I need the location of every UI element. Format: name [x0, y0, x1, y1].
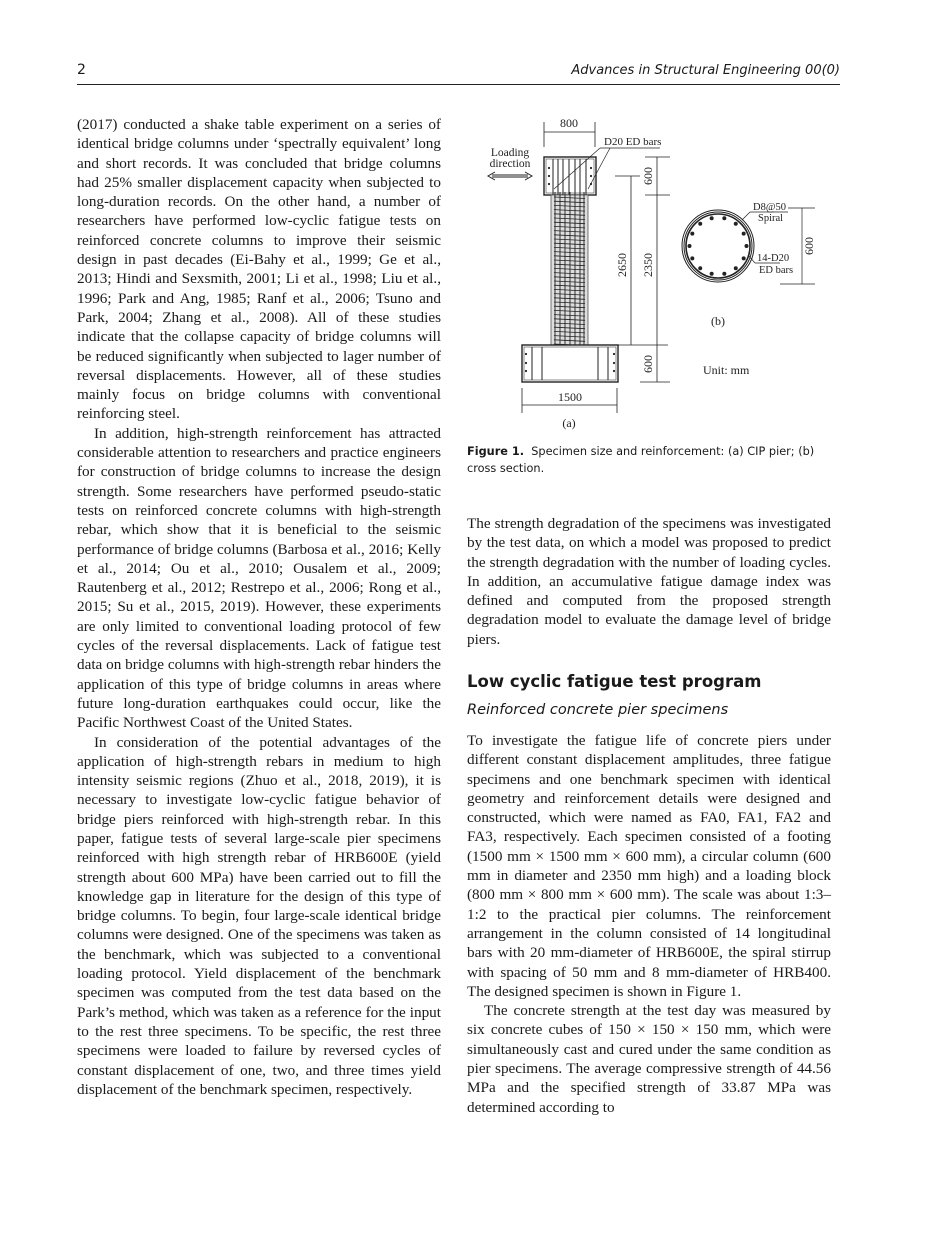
paragraph: To investigate the fatigue life of concrete piers under different constant displacement amplitudes, three fatigue specimens and one benchmark specimen with identical geometry and reinforcement details were designed and constructed, which were named as FA0, FA1, FA2 and FA3, respectively. Each specimen consisted of a footing (1500 mm × 1500 mm × 600 mm), a circular column (600 mm in diameter and 2350 mm high) and a loading block (800 mm × 800 mm × 600 mm). The scale was about 1:3–1:2 to the practical pier columns. The reinforcement arrangement in the column consisted of 14 longitudinal bars with 20 mm-diameter of HRB600E, the spiral stirrup with spacing of 50 mm and 8 mm-diameter of HRB400. The designed specimen is shown in Figure 1.	[467, 732, 831, 1000]
rebar-dot	[745, 244, 749, 248]
left-column	[77, 115, 441, 1099]
spiral-label-1: D8@50	[753, 202, 787, 213]
unit-label: Unit: mm	[703, 363, 750, 377]
rebar-dot	[734, 266, 738, 270]
right-column-intro	[467, 514, 831, 649]
cross-section	[682, 210, 754, 282]
paragraph: In consideration of the potential advantages of the application of high-strength rebars in medium to high intensity seismic regions (Zhuo et al., 2018, 2019), it is necessary to investigate low-cyclic fatigue behavior of bridge piers reinforced with high-strength rebar. In this paper, fatigue tests of several large-scale pier specimens reinforced with high strength rebar of HRB600E (yield strength about 600 MPa) have been carried out to fill the knowledge gap in literature for the design of this type of bridge columns. To begin, four large-scale identical bridge columns were designed. One of the specimens was taken as the benchmark, which was subjected to a conventional loading protocol. Yield displacement of the benchmark specimen was computed from the test data based on the Park’s method, which was taken as a reference for the input to the rest three specimens. To be specific, the rest three specimens were loaded to failure by reversed cycles of constant displacement of one, two, and three times yield displacement of the benchmark specimen, respectively.	[77, 733, 441, 1098]
dim-600-diameter: 600	[802, 237, 816, 255]
rebar-dot	[742, 256, 746, 260]
journal-title: Advances in Structural Engineering 00(0)	[571, 63, 840, 78]
caption-label: Figure 1.	[467, 445, 525, 458]
paragraph: The concrete strength at the test day was measured by six concrete cubes of 150 × 150 × 150 mm, which were simultaneously cast and cured under the same condition as pier specimens. The average compressive strength of 44.56 MPa and the specified strength of 33.87 MPa was determined according to	[467, 1002, 831, 1116]
rebar-dot	[734, 222, 738, 226]
spiral-label-2: Spiral	[758, 213, 784, 224]
dim-600-footing: 600	[641, 355, 655, 373]
rebar-dot	[690, 232, 694, 236]
panel-a-label: (a)	[562, 416, 576, 430]
section-heading: Low cyclic fatigue test program	[467, 672, 762, 691]
right-column-body	[467, 731, 831, 1117]
bars-label-1: 14-D20	[757, 253, 790, 264]
rebar-dot	[698, 266, 702, 270]
dim-2350: 2350	[641, 253, 655, 277]
dim-800: 800	[560, 116, 578, 130]
dim-600-block: 600	[641, 167, 655, 185]
rebar-dot	[698, 222, 702, 226]
rebar-dot	[688, 244, 692, 248]
rebar-dot	[722, 216, 726, 220]
double-arrow-icon	[488, 172, 532, 180]
d20-ed-bars-label: D20 ED bars	[604, 136, 662, 148]
rebar-dot	[710, 216, 714, 220]
rebar-dot	[742, 232, 746, 236]
dim-1500: 1500	[558, 390, 582, 404]
rebar-dot	[710, 272, 714, 276]
loading-block	[544, 157, 596, 195]
paragraph: The strength degradation of the specimens was investigated by the test data, on which a model was proposed to predict the strength degradation with the number of loading cycles. In addition, an accumulative fatigue damage index was defined and computed from the proposed strength degradation model to evaluate the damage level of bridge piers.	[467, 515, 831, 648]
paragraph: (2017) conducted a shake table experiment on a series of identical bridge columns under ‘spectrally equivalent’ long and short records. It was concluded that bridge columns had 25% smaller displacement capacity when subjected to long-duration records. On the other hand, a number of researchers have performed low-cyclic fatigue tests on reinforced concrete columns to improve their seismic design in past decades (Ei-Bahy et al., 1999; Ge et al., 2013; Hindi and Sexsmith, 2001; Li et al., 1998; Liu et al., 1996; Park and Ang, 1985; Ranf et al., 2006; Tsuno and Park, 2004; Zhang et al., 2008). All of these studies indicate that the collapse capacity of bridge columns will be reduced significantly when subjected to lager number of reversal displacements. However, all of these studies mainly focus on bridge columns with conventional reinforcing steel.	[77, 116, 441, 423]
panel-b-label: (b)	[711, 314, 725, 328]
loading-direction-label-1: Loading	[490, 147, 530, 159]
subsection-heading: Reinforced concrete pier specimens	[467, 702, 729, 718]
running-header	[77, 60, 840, 85]
caption-text: Specimen size and reinforcement: (a) CIP pier; (b) cross section.	[467, 445, 815, 475]
footing	[522, 345, 618, 382]
bars-label-2: ED bars	[759, 265, 794, 276]
rebar-dot	[690, 256, 694, 260]
figure-caption	[467, 443, 837, 477]
page-number: 2	[77, 62, 86, 78]
dim-2650: 2650	[615, 253, 629, 277]
loading-direction-label-2: direction	[489, 158, 531, 170]
paragraph: In addition, high-strength reinforcement has attracted considerable attention to researchers and practice engineers for construction of bridge columns to increase the design strength. Some researchers have performed pseudo-static tests on reinforced concrete columns with high-strength rebar, which show that it is beneficial to the seismic performance of bridge columns (Barbosa et al., 2016; Kelly et al., 2014; Ou et al., 2010; Ousalem et al., 2009; Rautenberg et al., 2012; Restrepo et al., 2006; Rong et al., 2015; Su et al., 2015, 2019). However, these experiments are only limited to conventional loading protocol of few cycles of the reversal displacements. Lack of fatigue test data on bridge columns with high-strength rebar hinders the application of this type of bridge columns in areas where future long-duration earthquakes could occur, like the Pacific Northwest Coast of the United States.	[77, 424, 441, 732]
figure-1-drawing	[470, 100, 840, 435]
rebar-dot	[722, 272, 726, 276]
